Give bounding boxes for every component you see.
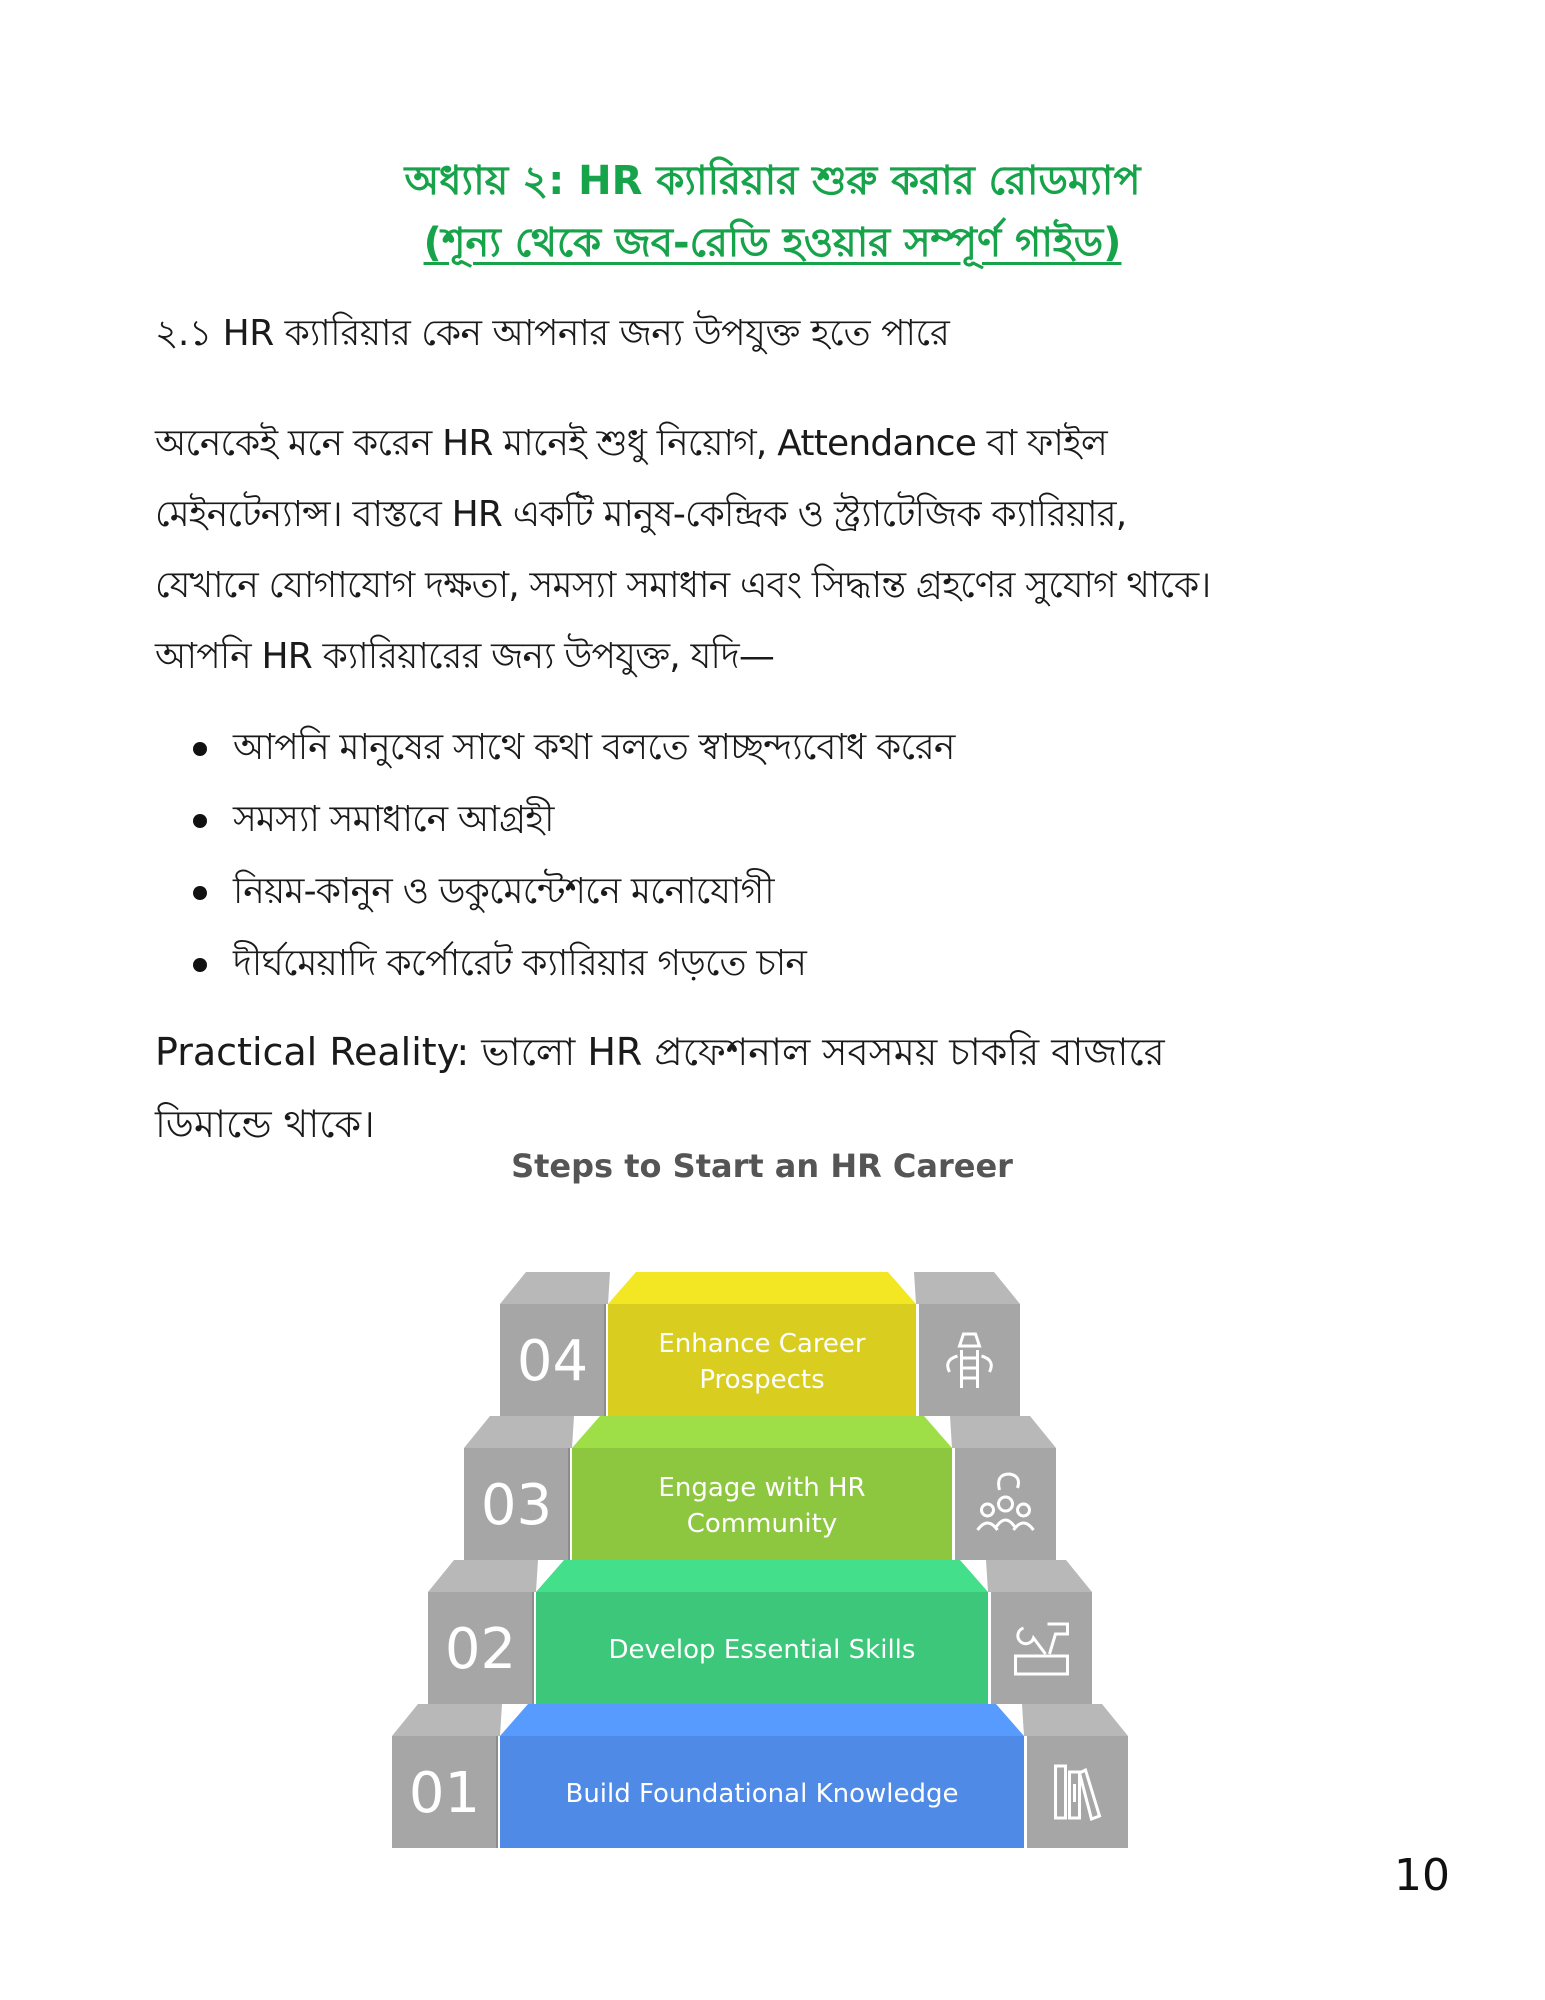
intro-paragraph: [155, 408, 1405, 692]
bullet-icon: [193, 742, 207, 756]
suitability-list: [155, 712, 1395, 1000]
list-item-text: আপনি মানুষের সাথে কথা বলতে স্বাচ্ছন্দ্যবোধ করেন: [233, 727, 955, 768]
step-label-block: [572, 1448, 952, 1560]
steps-layer: [392, 1272, 1128, 1848]
step-label: Engage with HR: [658, 1473, 866, 1503]
step-cap-right: [1022, 1704, 1128, 1736]
intro-line: আপনি HR ক্যারিয়ারের জন্য উপযুক্ত, যদি—: [155, 636, 775, 677]
page-number: 10: [1394, 1850, 1450, 1901]
step-cap-right: [986, 1560, 1092, 1592]
step-cap-right: [950, 1416, 1056, 1448]
step-number: 01: [408, 1761, 481, 1826]
hr-career-steps-diagram: [380, 1140, 1160, 1864]
chapter-subtitle: (শূন্য থেকে জব-রেডি হওয়ার সম্পূর্ণ গাইড): [423, 220, 1122, 266]
step-02: [428, 1560, 1092, 1704]
list-item: [155, 928, 1395, 1000]
reality-line: Practical Reality: ভালো HR প্রফেশনাল সবসময় চাকরি বাজারে: [155, 1030, 1165, 1074]
list-item-text: নিয়ম-কানুন ও ডকুমেন্টেশনে মনোযোগী: [233, 871, 774, 912]
step-label-block: [608, 1304, 916, 1416]
step-label: Build Foundational Knowledge: [565, 1779, 959, 1809]
step-cap-center: [608, 1272, 916, 1304]
step-icon-block: [1027, 1736, 1128, 1848]
step-01: [392, 1704, 1128, 1848]
step-number: 03: [480, 1473, 553, 1538]
step-04: [500, 1272, 1020, 1416]
reality-line: ডিমান্ডে থাকে।: [155, 1102, 375, 1146]
step-icon-block: [955, 1448, 1056, 1560]
step-cap-center: [572, 1416, 952, 1448]
step-number: 02: [444, 1617, 517, 1682]
section-heading: ২.১ HR ক্যারিয়ার কেন আপনার জন্য উপযুক্ত হতে পারে: [155, 313, 950, 354]
practical-reality-note: [155, 1016, 1395, 1160]
step-cap-center: [536, 1560, 988, 1592]
bullet-icon: [193, 886, 207, 900]
list-item: [155, 856, 1395, 928]
step-cap-left: [500, 1272, 610, 1304]
diagram-title: Steps to Start an HR Career: [511, 1147, 1013, 1185]
list-item-text: দীর্ঘমেয়াদি কর্পোরেট ক্যারিয়ার গড়তে চান: [233, 943, 807, 984]
step-label: Community: [686, 1509, 838, 1539]
list-item: [155, 712, 1395, 784]
step-03: [464, 1416, 1056, 1560]
chapter-heading: [0, 150, 1545, 274]
intro-line: অনেকেই মনে করেন HR মানেই শুধু নিয়োগ, Attendance বা ফাইল: [155, 423, 1107, 464]
step-label: Prospects: [699, 1365, 825, 1395]
step-cap-left: [428, 1560, 538, 1592]
steps-diagram-svg: [380, 1140, 1160, 1860]
list-item: [155, 784, 1395, 856]
step-cap-right: [914, 1272, 1020, 1304]
bullet-icon: [193, 814, 207, 828]
step-cap-left: [464, 1416, 574, 1448]
step-number: 04: [516, 1329, 589, 1394]
chapter-title: অধ্যায় ২: HR ক্যারিয়ার শুরু করার রোডম্যাপ: [404, 158, 1141, 204]
step-icon-block: [919, 1304, 1020, 1416]
list-item-text: সমস্যা সমাধানে আগ্রহী: [233, 799, 554, 840]
intro-line: মেইনটেন্যান্স। বাস্তবে HR একটি মানুষ-কেন্দ্রিক ও স্ট্র্যাটেজিক ক্যারিয়ার,: [155, 494, 1127, 535]
bullet-icon: [193, 958, 207, 972]
step-cap-center: [500, 1704, 1024, 1736]
step-label: Enhance Career: [658, 1329, 866, 1359]
intro-line: যেখানে যোগাযোগ দক্ষতা, সমস্যা সমাধান এবং সিদ্ধান্ত গ্রহণের সুযোগ থাকে।: [155, 565, 1211, 606]
step-cap-left: [392, 1704, 502, 1736]
step-label: Develop Essential Skills: [608, 1635, 916, 1665]
